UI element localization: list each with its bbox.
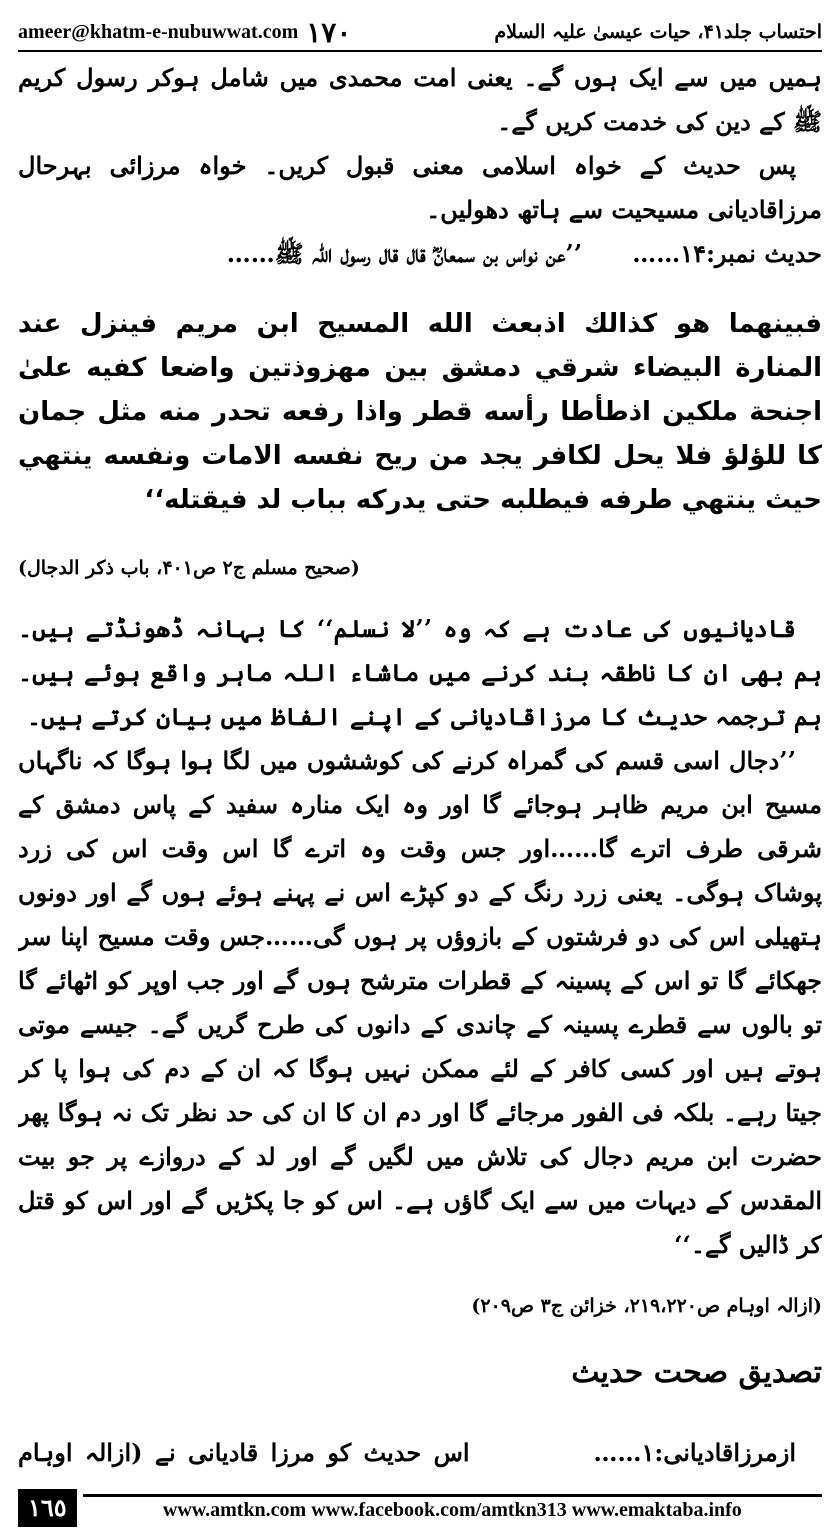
header-page-number: ١٧٠ — [306, 15, 352, 49]
paragraph-5 — [18, 1431, 822, 1468]
page-footer — [18, 1488, 822, 1528]
page-header — [18, 14, 822, 52]
page-body — [18, 56, 822, 1468]
footer-page-number: ١٦٥ — [18, 1489, 77, 1527]
paragraph-2: پس حدیث کے خواہ اسلامی معنی قبول کریں۔ خواہ مرزائی بہرحال مرزاقادیانی مسیحیت سے ہاتھ دھولیں۔ — [18, 151, 822, 224]
paragraph-5-label: ازمرزاقادیانی:۱…… — [593, 1438, 796, 1467]
paragraph-4-quote: ’’دجال اسی قسم کی گمراہ کرنے کی کوششوں میں لگا ہوا ہوگا کہ ناگہاں مسیح ابن مریم ظاہر ہوجائے گا اور وہ ایک منارہ سفید کے پاس دمشق کے شرقی طرف اترے گا……اور جس وقت وہ اترے گا اس وقت اس کی زرد پوشاک ہوگی۔ یعنی زرد رنگ کے دو کپڑے اس نے پہنے ہوئے ہوں گے اور دونوں ہتھیلی اس کی دو فرشتوں کے بازوؤں پر ہوں گی……جس وقت مسیح اپنا سر جھکائے گا تو اس کے پسینہ کے قطرات مترشح ہوں گے اور جب اوپر کو اٹھائے گا تو بالوں سے قطرے پسینہ کے چاندی کے دانوں کی طرح گریں گے۔ جیسے موتی ہوتے ہیں اور کسی کافر کے لئے ممکن نہیں ہوگا کہ ان کے دم کی ہوا پا کر جیتا رہے۔ بلکہ فی الفور مرجائے گا اور دم ان کا ان کی حد نظر تک نہ ہوگا پھر حضرت ابن مریم دجال کی تلاش میں لگیں گے اور لد کے دروازے پر جو بیت المقدس کے دیہات میں سے ایک گاؤں ہے۔ اس کو جا پکڑیں گے اور اس کو قتل کر ڈالیں گے۔‘‘ — [18, 746, 822, 1259]
section-heading: تصدیق صحت حدیث — [571, 1355, 822, 1390]
header-email: ameer@khatm-e-nubuwwat.com — [18, 20, 299, 43]
hadith-line — [18, 232, 822, 276]
footer-urls: www.amtkn.com www.facebook.com/amtkn313 www.emaktaba.info — [83, 1494, 822, 1522]
header-left — [18, 16, 351, 49]
header-title: احتساب جلد۴۱، حیات عیسیٰ علیہ السلام — [494, 21, 822, 43]
reference-muslim: (صحیح مسلم ج۲ ص۴۰۱، باب ذکر الدجال) — [18, 557, 360, 579]
paragraph-5-text: اس حدیث کو مرزا قادیانی نے (ازالہ اوہام — [18, 1438, 470, 1467]
reference-izala: (ازالہ اوہام ص۲۱۹،۲۲۰، خزائن ج۳ ص۲۰۹) — [471, 1295, 822, 1317]
arabic-hadith: فبينهما هو كذالك اذبعث الله المسيح ابن مريم فينزل عند المنارة البيضاء شرقي دمشق بين مهزوذتين واضعا كفيه علىٰ اجنحة ملكين اذطأطا رأسه قطر واذا رفعه تحدر منه مثل جمان كا للؤلؤ فلا يحل لكافر يجد من ريح نفسه الامات ونفسه ينتهي حيث ينتهي طرفه فيطلبه حتى يدركه بباب لد فيقتله‘‘ — [18, 309, 822, 515]
paragraph-3: قادیانیوں کی عادت ہے کہ وہ ’’لا نسلم‘‘ کا بہانہ ڈھونڈتے ہیں۔ ہم بھی ان کا ناطقہ بند کرنے میں ماشاء اللہ ماہر واقع ہوئے ہیں۔ ہم ترجمہ حدیث کا مرزاقادیانی کے اپنے الفاظ میں بیان کرتے ہیں۔ — [18, 614, 822, 731]
paragraph-1: ہمیں میں سے ایک ہوں گے۔ یعنی امت محمدی میں شامل ہوکر رسول کریم ﷺ کے دین کی خدمت کریں گے۔ — [18, 63, 822, 136]
hadith-intro: ’’عن نواس بن سمعانؓ قال قال رسول اللہ ﷺ…… — [226, 239, 583, 268]
hadith-number: حدیث نمبر:۱۴…… — [632, 239, 822, 268]
